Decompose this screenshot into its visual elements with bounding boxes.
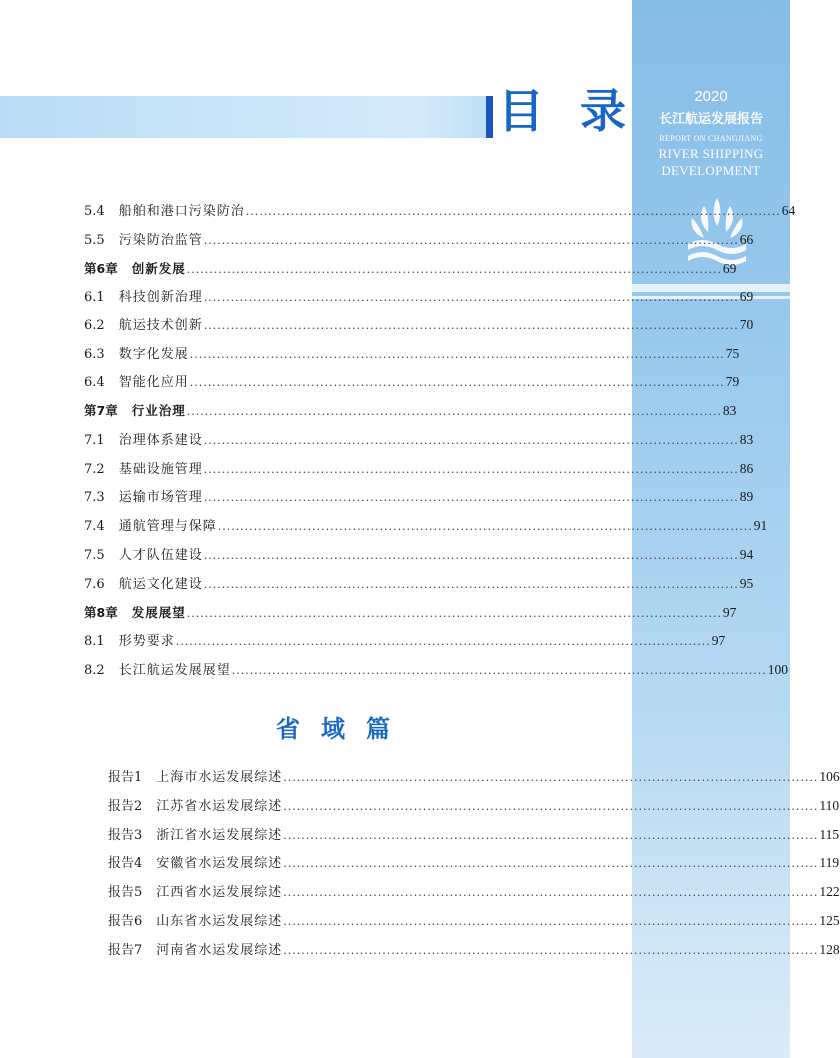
toc-chapter-entry[interactable] xyxy=(84,401,737,421)
toc-leader-dots: ....................................................................................................................... xyxy=(203,463,739,476)
page-title-char-2: 录 xyxy=(580,84,626,138)
toc-number: 7.3 xyxy=(84,490,105,505)
toc-title: 浙江省水运发展综述 xyxy=(156,828,283,843)
toc-entry[interactable] xyxy=(84,574,754,594)
toc-title: 形势要求 xyxy=(118,634,175,649)
toc-leader-dots: ....................................................................................................................... xyxy=(203,578,739,591)
toc-title: 上海市水运发展综述 xyxy=(156,770,283,785)
toc-leader-dots: ....................................................................................................................... xyxy=(283,771,819,784)
toc-page-number: 125 xyxy=(819,913,840,928)
toc-page-number: 83 xyxy=(722,403,737,418)
toc-number: 报告2 xyxy=(108,799,143,814)
toc-number: 7.5 xyxy=(84,548,105,563)
toc-number: 报告1 xyxy=(108,770,143,785)
toc-entry[interactable] xyxy=(84,230,754,250)
toc-number: 6.1 xyxy=(84,290,105,305)
toc-chapter-title: 发展展望 xyxy=(131,605,186,620)
toc-leader-dots: ....................................................................................................................... xyxy=(203,491,739,504)
toc-leader-dots: ....................................................................................................................... xyxy=(283,829,819,842)
toc-leader-dots: ....................................................................................................................... xyxy=(186,263,722,276)
toc-leader-dots: ....................................................................................................................... xyxy=(217,520,753,533)
header-accent-bar xyxy=(486,96,493,138)
toc-page-number: 95 xyxy=(739,576,754,591)
toc-entry[interactable] xyxy=(84,315,754,335)
toc-number: 7.2 xyxy=(84,462,105,477)
toc-number: 报告4 xyxy=(108,856,143,871)
toc-number: 5.5 xyxy=(84,233,105,248)
toc-number: 6.2 xyxy=(84,318,105,333)
toc-title: 污染防治监管 xyxy=(118,233,203,248)
page-title-char-1: 目 xyxy=(498,84,544,138)
toc-leader-dots: ....................................................................................................................... xyxy=(189,376,725,389)
toc-leader-dots: ....................................................................................................................... xyxy=(175,635,711,648)
toc-page-number: 128 xyxy=(819,942,840,957)
report-subtitle: REPORT ON CHANGJIANG xyxy=(659,134,763,143)
toc-entry[interactable] xyxy=(84,631,726,651)
report-year: 2020 xyxy=(694,88,728,105)
toc-page-number: 94 xyxy=(739,547,754,562)
toc-page-number: 66 xyxy=(739,232,754,247)
toc-page-number: 97 xyxy=(711,633,726,648)
toc-page-number: 86 xyxy=(739,461,754,476)
toc-page-number: 70 xyxy=(739,317,754,332)
toc-leader-dots: ....................................................................................................................... xyxy=(283,915,819,928)
toc-page-number: 106 xyxy=(819,769,840,784)
toc-leader-dots: ....................................................................................................................... xyxy=(189,348,725,361)
toc-title: 治理体系建设 xyxy=(118,433,203,448)
toc-chapter-number: 第8章 xyxy=(84,605,118,620)
toc-entry[interactable] xyxy=(84,516,768,536)
toc-page-number: 91 xyxy=(753,518,768,533)
toc-title: 河南省水运发展综述 xyxy=(156,943,283,958)
toc-leader-dots: ....................................................................................................................... xyxy=(283,944,819,957)
toc-title: 航运文化建设 xyxy=(118,577,203,592)
toc-page-number: 79 xyxy=(725,374,740,389)
toc-entry[interactable] xyxy=(84,287,754,307)
toc-entry[interactable] xyxy=(84,430,754,450)
toc-entry[interactable] xyxy=(84,545,754,565)
toc-page-number: 100 xyxy=(767,662,789,677)
toc-number: 7.1 xyxy=(84,433,105,448)
toc-leader-dots: ....................................................................................................................... xyxy=(203,434,739,447)
toc-title: 智能化应用 xyxy=(118,375,189,390)
toc-page-number: 69 xyxy=(739,289,754,304)
toc-leader-dots: ....................................................................................................................... xyxy=(283,800,819,813)
toc-page-number: 75 xyxy=(725,346,740,361)
toc-number: 报告6 xyxy=(108,914,143,929)
toc-page-number: 110 xyxy=(819,798,840,813)
report-title: 长江航运发展报告 xyxy=(658,111,763,126)
toc-leader-dots: ....................................................................................................................... xyxy=(203,549,739,562)
toc-chapter-title: 创新发展 xyxy=(131,261,186,276)
header-band xyxy=(0,96,490,138)
toc-chapter-entry[interactable] xyxy=(84,259,737,279)
toc-page-number: 115 xyxy=(819,827,840,842)
toc-number: 8.2 xyxy=(84,663,105,678)
toc-title: 基础设施管理 xyxy=(118,462,203,477)
toc-number: 6.4 xyxy=(84,375,105,390)
toc-number: 报告3 xyxy=(108,828,143,843)
toc-leader-dots: ....................................................................................................................... xyxy=(203,291,739,304)
toc-leader-dots: ....................................................................................................................... xyxy=(283,857,819,870)
toc-number: 7.4 xyxy=(84,519,105,534)
toc-page-number: 122 xyxy=(819,884,840,899)
toc-entry[interactable] xyxy=(84,372,740,392)
toc-page-number: 69 xyxy=(722,261,737,276)
toc-chapter-title: 行业治理 xyxy=(131,403,186,418)
report-subtitle-line2: DEVELOPMENT xyxy=(661,163,761,178)
toc-entry[interactable] xyxy=(84,660,789,680)
toc-number: 5.4 xyxy=(84,204,105,219)
toc-title: 江西省水运发展综述 xyxy=(156,885,283,900)
toc-entry[interactable] xyxy=(108,911,840,931)
toc-leader-dots: ....................................................................................................................... xyxy=(283,886,819,899)
toc-leader-dots: ....................................................................................................................... xyxy=(231,664,767,677)
toc-entry[interactable] xyxy=(84,487,754,507)
toc-entry[interactable] xyxy=(84,201,796,221)
toc-page-number: 83 xyxy=(739,432,754,447)
report-subtitle-line1: RIVER SHIPPING xyxy=(658,146,764,161)
toc-page-number: 64 xyxy=(781,203,796,218)
toc-entry[interactable] xyxy=(84,344,740,364)
toc-title: 安徽省水运发展综述 xyxy=(156,856,283,871)
toc-number: 报告7 xyxy=(108,943,143,958)
toc-entry[interactable] xyxy=(108,796,840,816)
toc-title: 船舶和港口污染防治 xyxy=(118,204,245,219)
toc-leader-dots: ....................................................................................................................... xyxy=(186,607,722,620)
toc-title: 人才队伍建设 xyxy=(118,548,203,563)
toc-chapter-number: 第6章 xyxy=(84,261,118,276)
toc-title: 通航管理与保障 xyxy=(118,519,217,534)
section-heading: 省域篇 xyxy=(276,714,411,743)
toc-title: 科技创新治理 xyxy=(118,290,203,305)
toc-leader-dots: ....................................................................................................................... xyxy=(186,405,722,418)
toc-title: 江苏省水运发展综述 xyxy=(156,799,283,814)
toc-entry[interactable] xyxy=(84,459,754,479)
toc-entry[interactable] xyxy=(108,882,840,902)
toc-number: 6.3 xyxy=(84,347,105,362)
toc-entry[interactable] xyxy=(108,940,840,960)
toc-number: 7.6 xyxy=(84,577,105,592)
toc-page-number: 119 xyxy=(819,855,840,870)
toc-entry[interactable] xyxy=(108,825,840,845)
toc-entry[interactable] xyxy=(108,853,840,873)
toc-title: 运输市场管理 xyxy=(118,490,203,505)
toc-leader-dots: ....................................................................................................................... xyxy=(203,319,739,332)
toc-page-number: 89 xyxy=(739,489,754,504)
toc-number: 8.1 xyxy=(84,634,105,649)
toc-page-number: 97 xyxy=(722,605,737,620)
toc-chapter-entry[interactable] xyxy=(84,603,737,623)
toc-title: 长江航运发展展望 xyxy=(118,663,231,678)
toc-chapter-number: 第7章 xyxy=(84,403,118,418)
toc-title: 数字化发展 xyxy=(118,347,189,362)
toc-title: 航运技术创新 xyxy=(118,318,203,333)
toc-title: 山东省水运发展综述 xyxy=(156,914,283,929)
toc-leader-dots: ....................................................................................................................... xyxy=(245,205,781,218)
toc-entry[interactable] xyxy=(108,767,840,787)
toc-leader-dots: ....................................................................................................................... xyxy=(203,234,739,247)
toc-number: 报告5 xyxy=(108,885,143,900)
